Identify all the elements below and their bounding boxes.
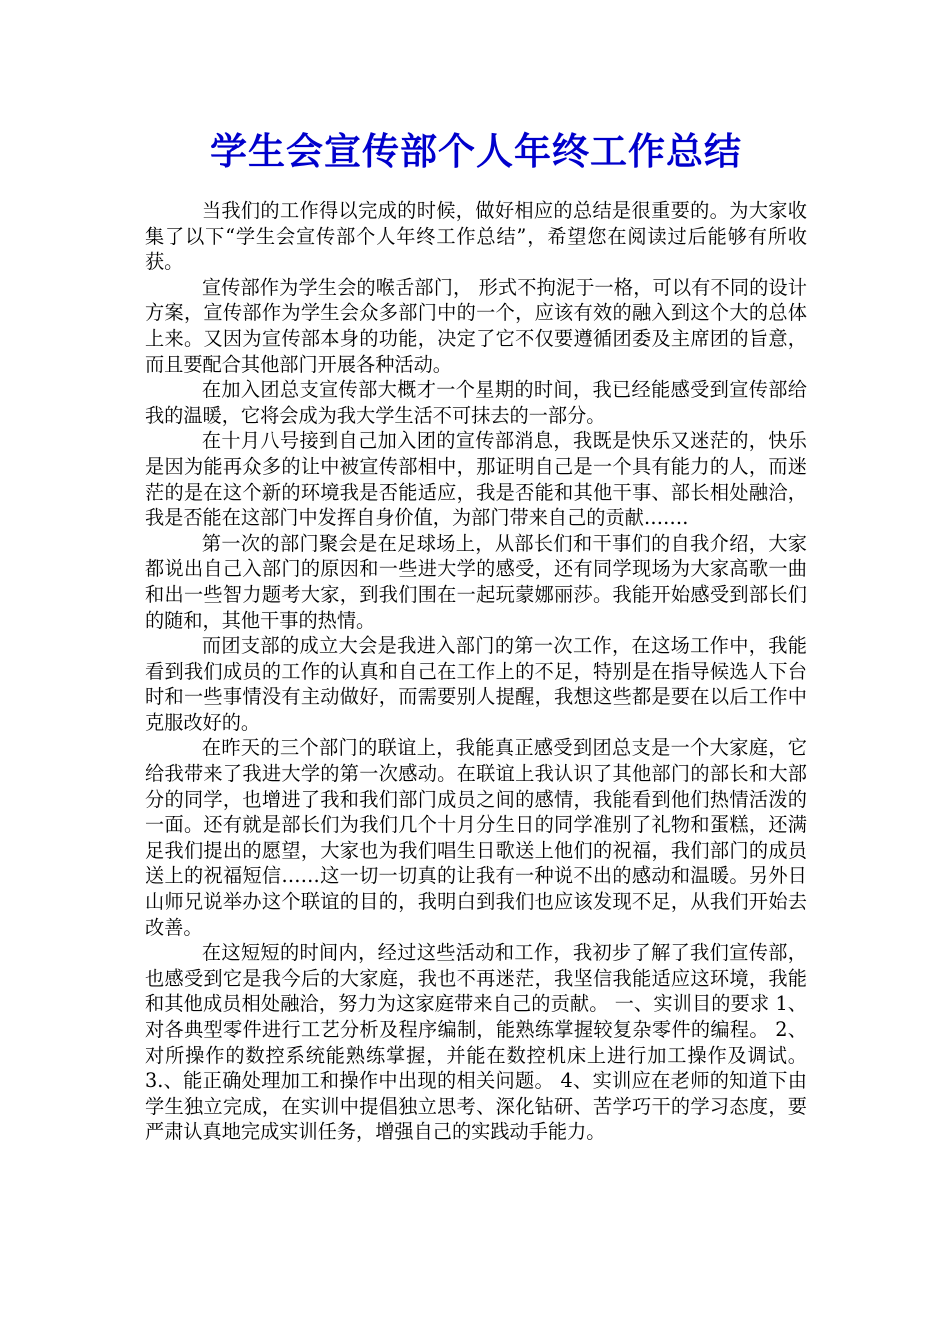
paragraph: 而团支部的成立大会是我进入部门的第一次工作，在这场工作中，我能看到我们成员的工作的认真和自己在工作上的不足，特别是在指导候选人下台时和一些事情没有主动做好，而需要别人提醒，我想这些都是要在以后工作中克服改好的。 [145,634,807,734]
document-body [145,198,807,1145]
document-page [145,0,807,1145]
paragraph: 在这短短的时间内，经过这些活动和工作，我初步了解了我们宣传部，也感受到它是我今后的大家庭，我也不再迷茫，我坚信我能适应这环境，我能和其他成员相处融洽，努力为这家庭带来自己的贡献。 一、实训目的要求 1、对各典型零件进行工艺分析及程序编制，能熟练掌握较复杂零件的编程。 2、对所操作的数控系统能熟练掌握，并能在数控机床上进行加工操作及调试。 3.、能正确处理加工和操作中出现的相关问题。 4、实训应在老师的知道下由学生独立完成，在实训中提倡独立思考、深化钻研、苦学巧干的学习态度，要严肃认真地完成实训任务，增强自己的实践动手能力。 [145,941,807,1144]
paragraph: 当我们的工作得以完成的时候，做好相应的总结是很重要的。为大家收集了以下“学生会宣传部个人年终工作总结”，希望您在阅读过后能够有所收获。 [145,199,807,274]
paragraph: 第一次的部门聚会是在足球场上，从部长们和干事们的自我介绍，大家都说出自己入部门的原因和一些进大学的感受，还有同学现场为大家高歌一曲和出一些智力题考大家，到我们围在一起玩蒙娜丽莎。我能开始感受到部长们的随和，其他干事的热情。 [145,531,807,632]
paragraph: 在昨天的三个部门的联谊上，我能真正感受到团总支是一个大家庭，它给我带来了我进大学的第一次感动。在联谊上我认识了其他部门的部长和大部分的同学，也增进了我和我们部门成员之间的感情，我能看到他们热情活泼的一面。还有就是部长们为我们几个十月分生日的同学准别了礼物和蛋糕，还满足我们提出的愿望，大家也为我们唱生日歌送上他们的祝福，我们部门的成员送上的祝福短信……这一切一切真的让我有一种说不出的感动和温暖。另外日山师兄说举办这个联谊的目的，我明白到我们也应该发现不足，从我们开始去改善。 [145,736,807,939]
document-title: 学生会宣传部个人年终工作总结 [210,130,742,173]
paragraph: 宣传部作为学生会的喉舌部门， 形式不拘泥于一格，可以有不同的设计方案，宣传部作为学生会众多部门中的一个，应该有效的融入到这个大的总体上来。又因为宣传部本身的功能，决定了它不仅要遵循团委及主席团的旨意，而且要配合其他部门开展各种活动。 [145,275,807,376]
paragraph: 在十月八号接到自己加入团的宣传部消息，我既是快乐又迷茫的，快乐是因为能再众多的让中被宣传部相中，那证明自己是一个具有能力的人，而迷茫的是在这个新的环境我是否能适应，我是否能和其他干事、部长相处融洽，我是否能在这部门中发挥自身价值，为部门带来自己的贡献……. [145,429,807,530]
paragraph: 在加入团总支宣传部大概才一个星期的时间，我已经能感受到宣传部给我的温暖，它将会成为我大学生活不可抹去的一部分。 [145,378,807,427]
